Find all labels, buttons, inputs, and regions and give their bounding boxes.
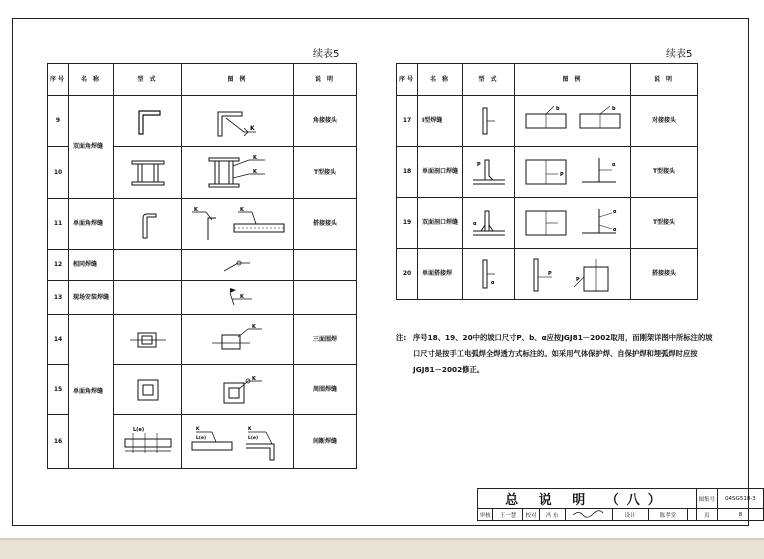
three-side-weld-form-icon (126, 325, 170, 355)
header-legend: 图 例 (515, 64, 631, 96)
intermittent-weld-legend-icon (186, 422, 290, 462)
legend-cell (515, 249, 631, 300)
form-cell (463, 96, 515, 147)
i-weld-form-icon (471, 104, 507, 138)
symbol-p: P (476, 162, 481, 168)
intermittent-weld-form-icon (119, 423, 177, 461)
double-bevel-form-icon (469, 205, 509, 241)
header-name: 名 称 (418, 64, 463, 96)
legend-cell (182, 281, 294, 315)
symbol-l-e: L(e) (247, 435, 258, 441)
row-name: 双面角焊缝 (69, 96, 114, 199)
review-name: 王一慧 (493, 509, 523, 521)
row-name: 双面剖口焊缝 (418, 198, 463, 249)
double-bevel-legend-icon (520, 203, 626, 243)
legend-cell (182, 365, 294, 415)
symbol-alpha: α (612, 209, 616, 215)
field-weld-legend-icon (216, 287, 260, 309)
symbol-k: K (247, 426, 251, 432)
form-cell (114, 315, 182, 365)
row-no: 13 (48, 281, 69, 315)
check-signature (565, 509, 612, 521)
legend-cell (182, 199, 294, 250)
around-weld-form-icon (133, 375, 163, 405)
header-name: 名 称 (69, 64, 114, 96)
symbol-k: K (239, 293, 244, 300)
drawing-title: 总 说 明 （八） (505, 493, 669, 508)
row-name: 单面搭接焊 (418, 249, 463, 300)
i-weld-legend-icon (520, 102, 626, 140)
row-no: 19 (397, 198, 418, 249)
page-number: 8 (717, 509, 763, 521)
row-desc: 三面围焊 (294, 315, 357, 365)
table-header (397, 64, 698, 96)
row-name: 单面角焊缝 (69, 315, 114, 469)
symbol-k: K (251, 375, 256, 382)
row-desc: T型接头 (294, 147, 357, 199)
design-signature (688, 509, 697, 521)
header-form: 型 式 (463, 64, 515, 96)
page-label: 页 (696, 509, 717, 521)
table-row (48, 96, 357, 147)
row-desc (294, 281, 357, 315)
note-label: 注: (396, 333, 407, 342)
symbol-p: P (547, 271, 552, 277)
continued-label-left: 续表5 (313, 49, 340, 60)
symbol-k: K (239, 207, 244, 213)
same-weld-legend-icon (218, 255, 258, 275)
symbol-k: K (252, 168, 257, 175)
form-cell (114, 250, 182, 281)
design-label: 设计 (612, 509, 648, 521)
lap-weld-legend-icon (186, 204, 290, 244)
form-cell (114, 365, 182, 415)
legend-cell (515, 198, 631, 249)
weld-table-right (396, 63, 698, 300)
form-cell (114, 147, 182, 199)
table-row (48, 281, 357, 315)
form-cell (463, 147, 515, 198)
table-header (48, 64, 357, 96)
row-no: 9 (48, 96, 69, 147)
symbol-p: P (559, 172, 564, 178)
row-desc: 对接接头 (631, 96, 698, 147)
single-lap-legend-icon (520, 253, 626, 295)
header-legend: 图 例 (182, 64, 294, 96)
symbol-b: b (611, 106, 616, 112)
row-desc: 间断焊缝 (294, 415, 357, 469)
form-cell (114, 199, 182, 250)
symbol-alpha: α (472, 221, 476, 227)
corner-weld-legend-icon (208, 102, 268, 140)
symbol-l-e: L(e) (195, 435, 206, 441)
table-row (397, 198, 698, 249)
symbol-b: b (555, 106, 560, 112)
header-note: 说 明 (294, 64, 357, 96)
lap-weld-form-icon (128, 206, 168, 242)
symbol-alpha: α (490, 280, 494, 286)
three-side-weld-legend-icon (208, 323, 268, 357)
form-cell (463, 198, 515, 249)
row-no: 11 (48, 199, 69, 250)
symbol-k: K (252, 154, 257, 161)
form-cell (114, 415, 182, 469)
row-no: 17 (397, 96, 418, 147)
row-name: 相同焊缝 (69, 250, 114, 281)
legend-cell (182, 147, 294, 199)
row-no: 10 (48, 147, 69, 199)
around-weld-legend-icon (208, 373, 268, 407)
symbol-alpha: α (611, 162, 615, 168)
single-bevel-legend-icon (520, 152, 626, 192)
row-desc (294, 250, 357, 281)
review-label: 审核 (478, 509, 493, 521)
single-bevel-form-icon (469, 154, 509, 190)
atlas-label: 图集号 (696, 489, 717, 509)
header-form: 型 式 (114, 64, 182, 96)
legend-cell (182, 415, 294, 469)
symbol-k: K (251, 323, 256, 330)
header-no: 序号 (48, 64, 69, 96)
row-no: 12 (48, 250, 69, 281)
legend-cell (182, 96, 294, 147)
row-no: 14 (48, 315, 69, 365)
legend-cell (515, 147, 631, 198)
check-name: 冯 东 (539, 509, 565, 521)
weld-table-left (47, 63, 357, 469)
symbol-k: K (249, 125, 255, 132)
corner-weld-form-icon (128, 104, 168, 138)
row-desc: T型接头 (631, 198, 698, 249)
legend-cell (515, 96, 631, 147)
bottom-strip (0, 540, 764, 559)
form-cell (463, 249, 515, 300)
design-name: 陈孝堂 (648, 509, 687, 521)
table-row (397, 249, 698, 300)
check-label: 校对 (523, 509, 539, 521)
signature-icon (569, 509, 609, 518)
symbol-p: P (575, 277, 580, 283)
row-no: 20 (397, 249, 418, 300)
notes-block (396, 330, 716, 378)
table-row (48, 199, 357, 250)
row-desc: 角接接头 (294, 96, 357, 147)
row-name: 单面角焊缝 (69, 199, 114, 250)
t-weld-legend-icon (203, 152, 273, 194)
title-block (477, 488, 764, 521)
drawing-title-cell (478, 489, 697, 509)
table-row (48, 315, 357, 365)
row-name: 现场安装焊缝 (69, 281, 114, 315)
continued-label-right: 续表5 (666, 49, 693, 60)
row-desc: 搭接接头 (631, 249, 698, 300)
row-desc: T型接头 (631, 147, 698, 198)
note-text: 序号18、19、20中的坡口尺寸P、b、α应按JGJ81－2002取用，而刚架详图中所标注的坡口尺寸是按手工电弧焊全焊透方式标注的。如采用气体保护焊、自保护焊和埋弧焊时应按JGJ81－2002修正。 (413, 333, 713, 374)
header-no: 序号 (397, 64, 418, 96)
t-weld-form-icon (126, 156, 170, 190)
header-note: 说 明 (631, 64, 698, 96)
row-no: 16 (48, 415, 69, 469)
row-no: 15 (48, 365, 69, 415)
symbol-k: K (195, 426, 199, 432)
row-desc: 周围焊缝 (294, 365, 357, 415)
row-name: 单面剖口焊缝 (418, 147, 463, 198)
row-no: 18 (397, 147, 418, 198)
symbol-k: K (193, 207, 198, 213)
single-lap-form-icon (469, 256, 509, 292)
atlas-number: 04SG518-3 (717, 489, 763, 509)
symbol-alpha: α (612, 227, 616, 233)
symbol-l-e: L(e) (132, 426, 144, 433)
legend-cell (182, 250, 294, 281)
table-row (397, 96, 698, 147)
form-cell (114, 96, 182, 147)
row-name: I型焊缝 (418, 96, 463, 147)
row-desc: 搭接接头 (294, 199, 357, 250)
table-row (48, 250, 357, 281)
form-cell (114, 281, 182, 315)
legend-cell (182, 315, 294, 365)
table-row (397, 147, 698, 198)
